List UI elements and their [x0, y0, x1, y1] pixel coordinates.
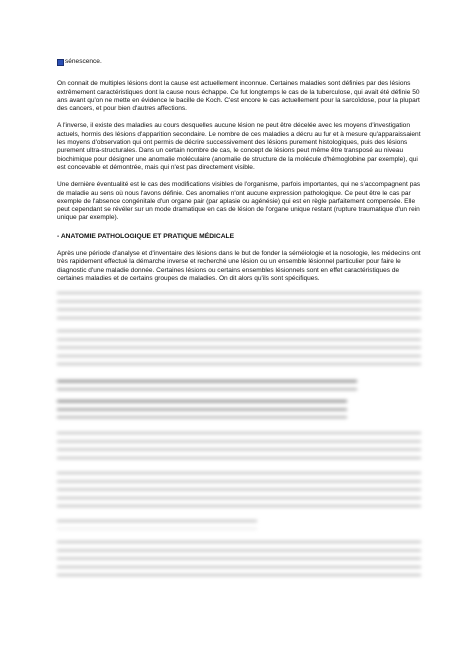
blurred-heading-block — [57, 380, 357, 390]
paragraph-anomalies-sans-maladie: Une dernière éventualité est le cas des modifications visibles de l'organisme, parfois importantes, qui ne s'accompagnent pas de maladie au sens où nous l'avons définie. Ces anomalies n'ont aucune expression pathologique. Ce peut être le cas par exemple de l'absence congénitale d'un organe pair (par aplasie ou agénésie) qui est en règle parfaitement compensée. Elle peut cependant se révéler sur un mode dramatique en cas de lésion de l'organe unique restant (rupture traumatique d'un rein unique par exemple). — [57, 181, 421, 222]
blurred-line-block — [57, 292, 421, 320]
paragraph-maladies-sans-lesion: A l'inverse, il existe des maladies au cours desquelles aucune lésion ne peut être décelée avec les moyens d'investigation actuels, hormis des lésions d'apparition secondaire. Le nombre de ces maladies a décru au fur et à mesure qu'apparaissaient les moyens d'observation qui ont permis de décrire successivement des lésions purement histologiques, puis des lésions purement ultra-structurales. Dans un certain nombre de cas, le concept de lésions peut même être transposé au niveau biochimique pour désigner une anomalie moléculaire (anomalie de structure de la molécule d'hémoglobine par exemple), qui est concevable et démontrée, mais qui n'est pas directement visible. — [57, 122, 421, 171]
blurred-line-block — [57, 330, 421, 366]
paragraph-lesions-inconnues: On connait de multiples lésions dont la cause est actuellement inconnue. Certaines maladies sont définies par des lésions extrêmement caractéristiques dont la cause nous échappe. Ce fut longtemps le cas de la tuberculose, qui avait été définie 50 ans avant qu'on ne mette en évidence le bacille de Koch. C'est encore le cas actuellement pour la sarcoïdose, pour la plupart des cancers, et pour bien d'autres affections. — [57, 80, 420, 113]
bullet-icon — [57, 59, 64, 66]
blurred-line-block — [57, 520, 257, 529]
blurred-content — [57, 292, 421, 577]
paragraph-diagnostic: Après une période d'analyse et d'inventaire des lésions dans le but de fonder la séméiologie et la nosologie, les médecins ont très rapidement effectué la démarche inverse et recherché une lésion ou un ensemble lésionnel particulier pour faire le diagnostic d'une maladie donnée. Certaines lésions ou certains ensembles lésionnels sont en effet caractéristiques de certaines maladies et de certains groupes de maladies. On dit alors qu'ils sont spécifiques. — [57, 250, 421, 282]
first-line — [57, 58, 421, 66]
blurred-line-block — [57, 432, 421, 460]
section-heading: - ANATOMIE PATHOLOGIQUE ET PRATIQUE MÉDICALE — [57, 232, 235, 240]
blurred-heading-block — [57, 400, 347, 418]
document-body — [57, 58, 421, 589]
blurred-line-block — [57, 541, 421, 577]
first-line-text: sénescence. — [65, 58, 102, 65]
blurred-line-block — [57, 472, 421, 508]
